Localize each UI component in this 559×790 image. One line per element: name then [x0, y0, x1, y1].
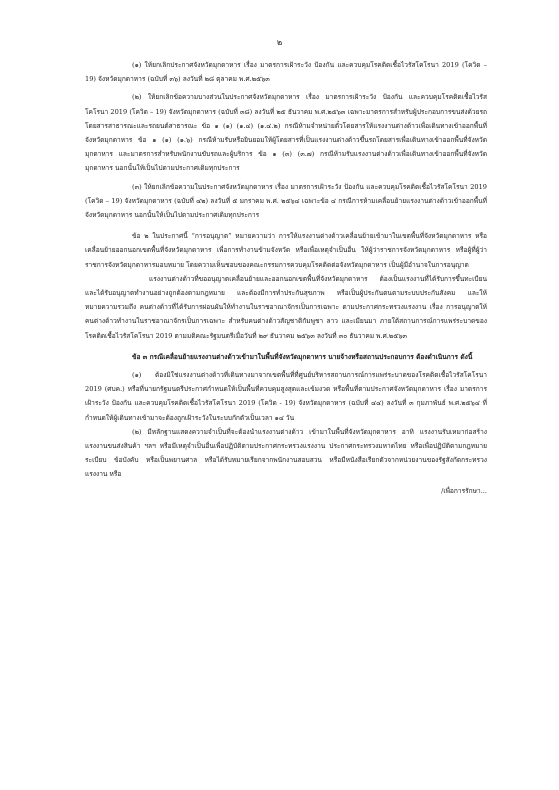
clause-3-heading: ข้อ ๓ กรณีเคลื่อนย้ายแรงงานต่างด้าวเข้ามาในพื้นที่จังหวัดมุกดาหาร นายจ้างหรือสถานประกอบการ ต้องดำเนินการ ดังนี้	[132, 352, 473, 361]
page-number: ๒	[276, 38, 283, 47]
clause-3-item-1: (๑) ต้องมิใช่แรงงานต่างด้าวที่เดินทางมาจากเขตพื้นที่ที่ศูนย์บริหารสถานการณ์การแพร่ระบาดของโรคติดเชื้อไวรัสโคโรนา 2019 (ศบค.) หรือที่นายกรัฐมนตรีประกาศกำหนดให้เป็นพื้นที่ควบคุมสูงสุดและเข้มงวด หรือพื้นที่ตามประกาศจังหวัดมุกดาหาร เรื่อง มาตรการเฝ้าระวัง ป้องกัน และควบคุมโรคติดเชื้อไวรัสโคโรนา 2019 (โควิด - 19) จังหวัดมุกดาหาร (ฉบับที่ ๔๔) ลงวันที่ ๓ กุมภาพันธ์ พ.ศ.๒๕๖๔ ที่กำหนดให้ผู้เดินทางเข้ามาจะต้องถูกเฝ้าระวังในระบบกักตัวเป็นเวลา ๑๔ วัน	[85, 371, 487, 422]
clause-3-item-2: (๒) มีหลักฐานแสดงความจำเป็นที่จะต้องนำแรงงานต่างด้าว เข้ามาในพื้นที่จังหวัดมุกดาหาร อาทิ แรงงานรับเหมาก่อสร้าง แรงงานขนส่งสินค้า ฯลฯ หรือมีเหตุจำเป็นอื่นเพื่อปฏิบัติตามประกาศกระทรวงแรงงาน ประกาศกระทรวงมหาดไทย หรือเพื่อปฏิบัติตามกฎหมาย ระเบียบ ข้อบังคับ หรือเป็นพยานศาล หรือได้รับหมายเรียกจากพนักงานสอบสวน หรือมีหนังสือเรียกตัวจากหน่วยงานของรัฐสังกัดกระทรวงแรงงาน หรือ	[85, 427, 487, 479]
continuation-marker: /เพื่อการรักษา...	[441, 486, 487, 495]
clause-1-item-1: (๑) ให้ยกเลิกประกาศจังหวัดมุกดาหาร เรื่อง มาตรการเฝ้าระวัง ป้องกัน และควบคุมโรคติดเชื้อไวรัสโคโรนา 2019 (โควิด – 19) จังหวัดมุกดาหาร (ฉบับที่ ๓๖) ลงวันที่ ๒๘ ตุลาคม พ.ศ.๒๕๖๓	[85, 61, 487, 84]
clause-1-item-2: (๒) ให้ยกเลิกข้อความบางส่วนในประกาศจังหวัดมุกดาหาร เรื่อง มาตรการเฝ้าระวัง ป้องกัน และควบคุมโรคติดเชื้อไวรัสโคโรนา 2019 (โควิด – 19) จังหวัดมุกดาหาร (ฉบับที่ ๓๘) ลงวันที่ ๒๕ ธันวาคม พ.ศ.๒๕๖๓ เฉพาะมาตรการสำหรับผู้ประกอบการขนส่งด้วยรถโดยสารสาธารณะและรถยนต์สาธารณะ ข้อ ๑ (๑) (๑.๔) (๑.๔.๒) กรณีห้ามจำหน่ายตั๋วโดยสารให้แรงงานต่างด้าวเพื่อเดินทางเข้าออกพื้นที่จังหวัดมุกดาหาร ข้อ ๑ (๑) (๑.๖) กรณีห้ามรับหรือยินยอมให้ผู้โดยสารที่เป็นแรงงานต่างด้าวขึ้นรถโดยสารเพื่อเดินทางเข้าออกพื้นที่จังหวัดมุกดาหาร และมาตรการสำหรับพนักงานขับรถและผู้บริการ ข้อ ๑ (๓) (๓.๗) กรณีห้ามรับแรงงานต่างด้าวเพื่อเดินทางเข้าออกพื้นที่จังหวัดมุกดาหาร นอกนั้นให้เป็นไปตามประกาศเดิมทุกประการ	[85, 93, 487, 173]
clause-1-item-3: (๓) ให้ยกเลิกข้อความในประกาศจังหวัดมุกดาหาร เรื่อง มาตรการเฝ้าระวัง ป้องกัน และควบคุมโรคติดเชื้อไวรัสโคโรนา 2019 (โควิด – 19) จังหวัดมุกดาหาร (ฉบับที่ ๔๒) ลงวันที่ ๕ มกราคม พ.ศ. ๒๕๖๔ เฉพาะข้อ ๔ กรณีการห้ามเคลื่อนย้ายแรงงานต่างด้าวเข้าออกพื้นที่จังหวัดมุกดาหาร นอกนั้นให้เป็นไปตามประกาศเดิมทุกประการ	[85, 182, 487, 220]
document-body	[85, 58, 487, 498]
clause-2-detail: แรงงานต่างด้าวที่ขออนุญาตเคลื่อนย้ายและออกนอกเขตพื้นที่จังหวัดมุกดาหาร ต้องเป็นแรงงานที่ได้รับการขึ้นทะเบียนและได้รับอนุญาตทำงานอย่างถูกต้องตามกฎหมาย และต้องมีการทำประกันสุขภาพ หรือเป็นผู้ประกันตนตามระบบประกันสังคม และให้หมายความรวมถึง คนต่างด้าวที่ได้รับการผ่อนผันให้ทำงานในราชอาณาจักรเป็นการเฉพาะ ตามประกาศกระทรวงแรงงาน เรื่อง การอนุญาตให้คนต่างด้าวทำงานในราชอาณาจักรเป็นการเฉพาะ สำหรับคนต่างด้าวสัญชาติกัมพูชา ลาว และเมียนมา ภายใต้สถานการณ์การแพร่ระบาดของโรคติดเชื้อไวรัสโคโรนา 2019 ตามมติคณะรัฐมนตรีเมื่อวันที่ ๒๙ ธันวาคม ๒๕๖๓ ลงวันที่ ๓๐ ธันวาคม พ.ศ.๒๕๖๓	[85, 274, 487, 340]
clause-2: ข้อ ๒ ในประกาศนี้ “การอนุญาต” หมายความว่า การให้แรงงานต่างด้าวเคลื่อนย้ายเข้ามาในเขตพื้นที่จังหวัดมุกดาหาร หรือเคลื่อนย้ายออกนอกเขตพื้นที่จังหวัดมุกดาหาร เพื่อการทำงานข้ามจังหวัด หรือเพื่อเหตุจำเป็นอื่น ให้ผู้ว่าราชการจังหวัดมุกดาหาร หรือผู้ที่ผู้ว่าราชการจังหวัดมุกดาหารมอบหมาย โดยความเห็นชอบของคณะกรรมการควบคุมโรคติดต่อจังหวัดมุกดาหาร เป็นผู้มีอำนาจในการอนุญาต	[85, 232, 487, 269]
